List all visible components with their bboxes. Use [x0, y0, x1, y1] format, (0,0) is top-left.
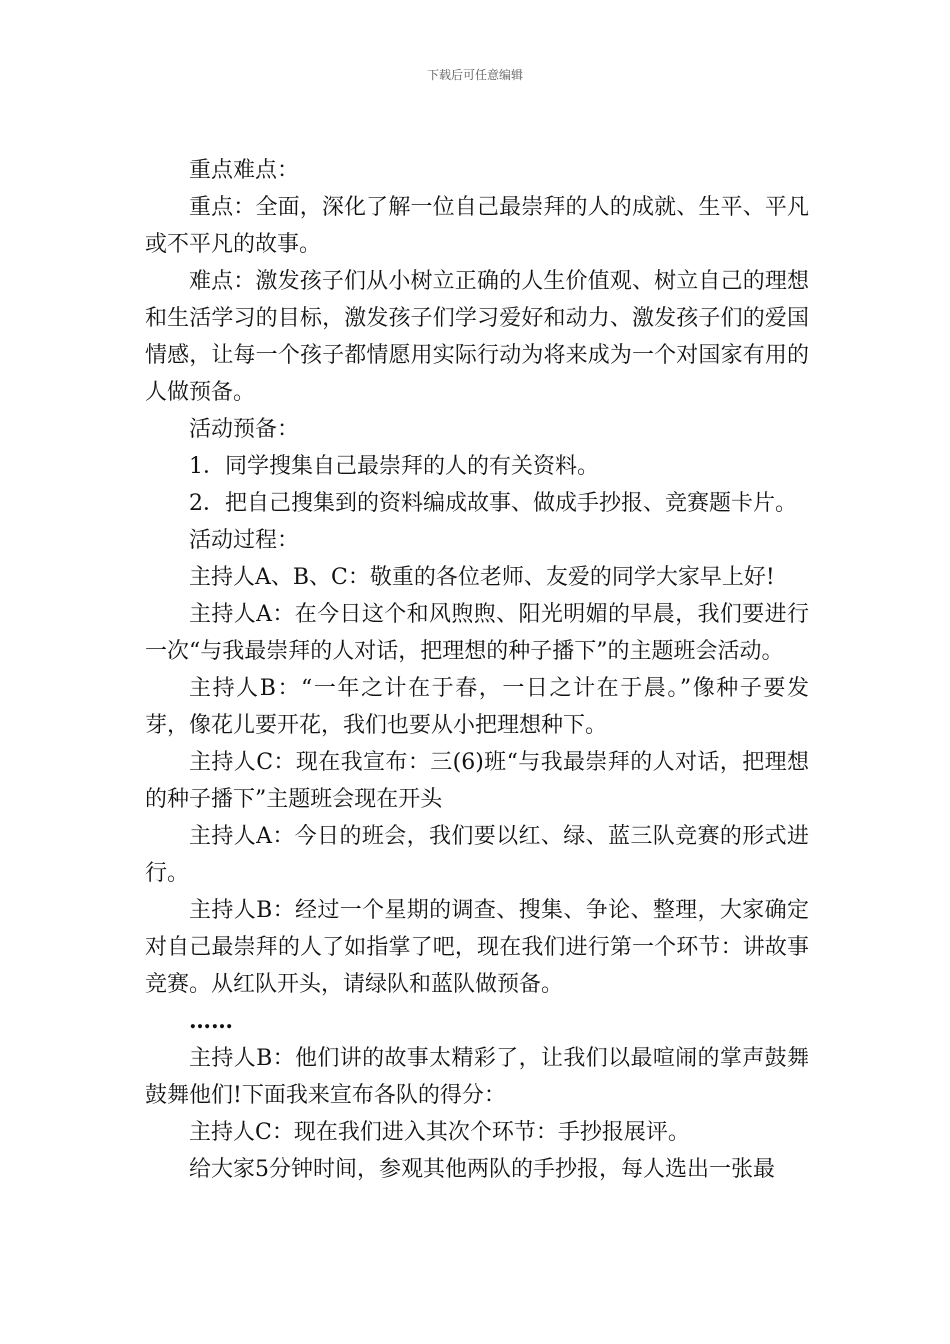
paragraph-viewing-instructions: 给大家5分钟时间，参观其他两队的手抄报，每人选出一张最	[189, 1157, 775, 1182]
paragraph-difficulty: 难点：激发孩子们从小树立正确的人生价值观、树立自己的理想和生活学习的目标，激发孩子们学习爱好和动力、激发孩子们的爱国情感，让每一个孩子都情愿用实际行动为将来成为一个对国家有用的人做预备。	[145, 269, 809, 405]
page-header: 下载后可任意编辑	[426, 68, 523, 82]
section-heading-preparation: 活动预备：	[189, 417, 300, 442]
section-heading-process: 活动过程：	[189, 528, 300, 553]
paragraph-host-b-scores: 主持人B：他们讲的故事太精彩了，让我们以最喧闹的掌声鼓舞鼓舞他们!下面我来宣布各队的得分：	[145, 1046, 809, 1108]
list-item-preparation-2: 2．把自己搜集到的资料编成故事、做成手抄报、竞赛题卡片。	[189, 491, 797, 516]
paragraph-host-a-intro: 主持人A：在今日这个和风煦煦、阳光明媚的早晨，我们要进行一次“与我最崇拜的人对话，把理想的种子播下”的主题班会活动。	[145, 602, 809, 664]
document-body	[145, 152, 809, 1188]
list-item-preparation-1: 1．同学搜集自己最崇拜的人的有关资料。	[189, 454, 599, 479]
paragraph-host-b-intro: 主持人B：“一年之计在于春，一日之计在于晨。”像种子要发芽，像花儿要开花，我们也要从小把理想种下。	[145, 676, 809, 738]
paragraph-host-a-format: 主持人A：今日的班会，我们要以红、绿、蓝三队竞赛的形式进行。	[145, 824, 809, 886]
paragraph-key-point: 重点：全面，深化了解一位自己最崇拜的人的成就、生平、平凡或不平凡的故事。	[145, 195, 809, 257]
paragraph-host-b-first-round: 主持人B：经过一个星期的调查、搜集、争论、整理，大家确定对自己最崇拜的人了如指掌了吧，现在我们进行第一个环节：讲故事竞赛。从红队开头，请绿队和蓝队做预备。	[145, 898, 809, 997]
paragraph-ellipsis: ……	[189, 1008, 233, 1034]
paragraph-host-greeting: 主持人A、B、C：敬重的各位老师、友爱的同学大家早上好!	[189, 565, 775, 590]
section-heading-key-points: 重点难点：	[189, 158, 300, 183]
paragraph-host-c-second-round: 主持人C：现在我们进入其次个环节：手抄报展评。	[189, 1120, 690, 1145]
paragraph-host-c-announce: 主持人C：现在我宣布：三(6)班“与我最崇拜的人对话，把理想的种子播下”主题班会现在开头	[145, 750, 809, 812]
